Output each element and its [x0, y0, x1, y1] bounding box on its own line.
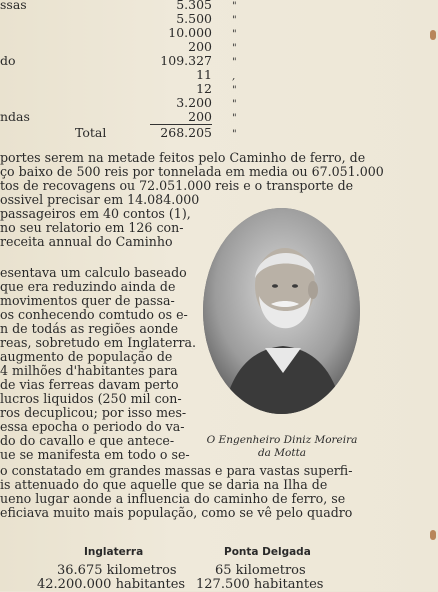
portrait-photo: [203, 208, 360, 414]
portrait-caption-line2: da Motta: [257, 447, 307, 459]
body-text-line: que era reduzindo ainda de: [0, 279, 176, 294]
body-text-line: os conhecendo comtudo os e-: [0, 307, 188, 322]
portrait-figure: [203, 208, 360, 414]
body-text-line: is attenuado do que aquelle que se daria na Ilha de: [0, 477, 328, 492]
body-text-line: movimentos quer de passa-: [0, 293, 175, 308]
table-value: 10.000: [168, 25, 212, 40]
ditto-mark: ": [232, 29, 237, 40]
body-text-line: ossivel precisar em 14.084.000: [0, 192, 200, 207]
table-total: 268.205: [160, 125, 212, 140]
table-value: 5.305: [176, 0, 212, 12]
table-value: 200: [188, 109, 212, 124]
ponta-delgada-kilometros: 65 kilometros: [215, 563, 306, 578]
ditto-mark: ,: [232, 71, 236, 82]
ditto-mark: ": [232, 99, 237, 110]
ditto-mark: ": [232, 113, 237, 124]
body-text-line: ros decuplicou; por isso mes-: [0, 405, 187, 420]
table-value: 12: [196, 81, 212, 96]
body-text-line: de vias ferreas davam perto: [0, 377, 179, 392]
body-text-line: esentava um calculo baseado: [0, 265, 187, 280]
body-text-line: 4 milhões d'habitantes para: [0, 363, 178, 378]
ditto-mark: ": [232, 129, 237, 140]
body-text-line: augmento de população de: [0, 349, 173, 364]
body-text-line: ueno lugar aonde a influencia do caminho de ferro, se: [0, 491, 346, 506]
body-text-line: receita annual do Caminho: [0, 234, 173, 249]
body-text-line: do do cavallo e que antece-: [0, 433, 175, 448]
table-label: ndas: [0, 109, 30, 124]
body-text-line: o constatado em grandes massas e para vastas superfi-: [0, 463, 353, 478]
ponta-delgada-habitantes: 127.500 habitantes: [196, 577, 324, 592]
comparison-header-ponta-delgada: Ponta Delgada: [224, 546, 311, 558]
table-value: 5.500: [176, 11, 212, 26]
inglaterra-kilometros: 36.675 kilometros: [57, 563, 177, 578]
total-label: Total: [75, 125, 107, 140]
table-label: do: [0, 53, 16, 68]
body-text-line: portes serem na metade feitos pelo Caminho de ferro, de: [0, 150, 366, 165]
body-text-line: no seu relatorio em 126 con-: [0, 220, 184, 235]
ditto-mark: ": [232, 1, 237, 12]
table-value: 11: [196, 67, 212, 82]
ditto-mark: ": [232, 15, 237, 26]
body-text-line: passageiros em 40 contos (1),: [0, 206, 191, 221]
page-edge-mark: [430, 30, 436, 40]
body-text-line: ço baixo de 500 reis por tonnelada em media ou 67.051.000: [0, 164, 384, 179]
ditto-mark: ": [232, 43, 237, 54]
table-value: 3.200: [176, 95, 212, 110]
body-text-line: reas, sobretudo em Inglaterra.: [0, 335, 196, 350]
body-text-line: ue se manifesta em todo o se-: [0, 447, 190, 462]
inglaterra-habitantes: 42.200.000 habitantes: [37, 577, 186, 592]
page-edge-mark: [430, 530, 436, 540]
body-text-line: n de todás as regiões aonde: [0, 321, 179, 336]
comparison-header-inglaterra: Inglaterra: [84, 546, 144, 558]
table-value: 200: [188, 39, 212, 54]
portrait-caption-line1: O Engenheiro Diniz Moreira: [206, 434, 358, 446]
ditto-mark: ": [232, 57, 237, 68]
table-label: ssas: [0, 0, 27, 12]
body-text-line: essa epocha o periodo do va-: [0, 419, 185, 434]
table-value: 109.327: [160, 53, 212, 68]
ditto-mark: ": [232, 85, 237, 96]
body-text-line: tos de recovagens ou 72.051.000 reis e o transporte de: [0, 178, 354, 193]
body-text-line: eficiava muito mais população, como se vê pelo quadro: [0, 505, 353, 520]
body-text-line: lucros liquidos (250 mil con-: [0, 391, 182, 406]
